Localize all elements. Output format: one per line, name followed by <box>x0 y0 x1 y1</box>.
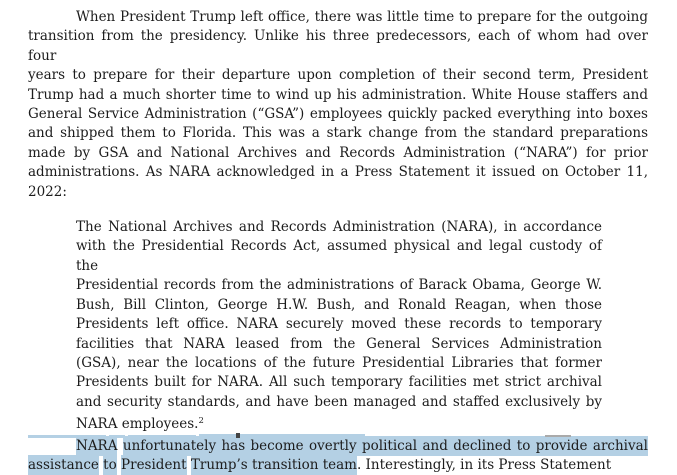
text-run: Bush, Bill Clinton, George H.W. Bush, and Ronald Reagan, when those <box>76 296 602 313</box>
text-run: made by GSA and National Archives and Records Administration (“NARA”) for prior <box>28 144 648 161</box>
text-run: Presidents left office. NARA securely moved these records to temporary <box>76 316 602 333</box>
blockquote-nara-press-statement <box>28 218 648 434</box>
highlighted-text: assistance <box>28 456 99 473</box>
text-run: 2022: <box>28 183 67 200</box>
text-line <box>28 8 648 27</box>
text-line <box>76 315 602 334</box>
highlighted-text: NARA <box>76 437 118 454</box>
text-line <box>28 124 648 143</box>
text-run: facilities that NARA leased from the General Services Administration <box>76 335 602 352</box>
text-line <box>76 335 602 354</box>
text-run: Presidents built for NARA. All such temporary facilities met strict archival <box>76 374 602 391</box>
text-line <box>28 105 648 124</box>
text-line <box>76 373 602 392</box>
highlighted-text: Trump’s transition team <box>190 456 357 473</box>
highlighted-text: unfortunately has become overtly political and declined to provide archival <box>122 437 648 454</box>
text-line <box>76 412 602 434</box>
text-line <box>28 86 648 105</box>
text-line <box>28 163 648 182</box>
text-line <box>28 456 648 475</box>
text-run: Trump had a much shorter time to wind up his administration. White House staffers and <box>28 86 648 103</box>
paragraph-opening <box>28 8 648 202</box>
text-run: When President Trump left office, there was little time to prepare for the outgoing <box>76 9 648 25</box>
text-line <box>76 276 602 295</box>
paragraph-highlighted <box>28 437 648 475</box>
text-run: transition from the presidency. Unlike his three predecessors, each of whom had over four <box>28 28 648 64</box>
text-run: and security standards, and have been managed and staffed exclusively by <box>76 393 602 410</box>
text-run: NARA employees. <box>76 416 199 433</box>
text-run: and shipped them to Florida. This was a stark change from the standard preparations <box>28 125 648 142</box>
text-run: The National Archives and Records Administration (NARA), in accordance <box>76 219 602 236</box>
text-line <box>28 27 648 66</box>
text-line <box>28 437 648 456</box>
highlighted-text: to <box>103 456 117 473</box>
text-line <box>28 144 648 163</box>
text-line <box>28 66 648 85</box>
text-run: (GSA), near the locations of the future Presidential Libraries that former <box>76 354 602 371</box>
text-line <box>76 354 602 373</box>
text-run: administrations. As NARA acknowledged in a Press Statement it issued on October 11, <box>28 164 648 181</box>
text-line <box>76 296 602 315</box>
text-line <box>76 237 602 276</box>
text-run: . Interestingly, in its Press Statement <box>356 456 612 473</box>
text-line <box>76 218 602 237</box>
footnote-marker: 2 <box>198 416 204 427</box>
text-run: with the Presidential Records Act, assumed physical and legal custody of the <box>76 238 602 274</box>
text-run: General Service Administration (“GSA”) employees quickly packed everything into boxes <box>28 106 648 123</box>
highlighted-text: President <box>121 456 187 473</box>
text-run: years to prepare for their departure upon completion of their second term, President <box>28 67 648 84</box>
text-line <box>28 183 648 202</box>
text-line <box>76 393 602 412</box>
text-run: Presidential records from the administrations of Barack Obama, George W. <box>76 277 602 294</box>
